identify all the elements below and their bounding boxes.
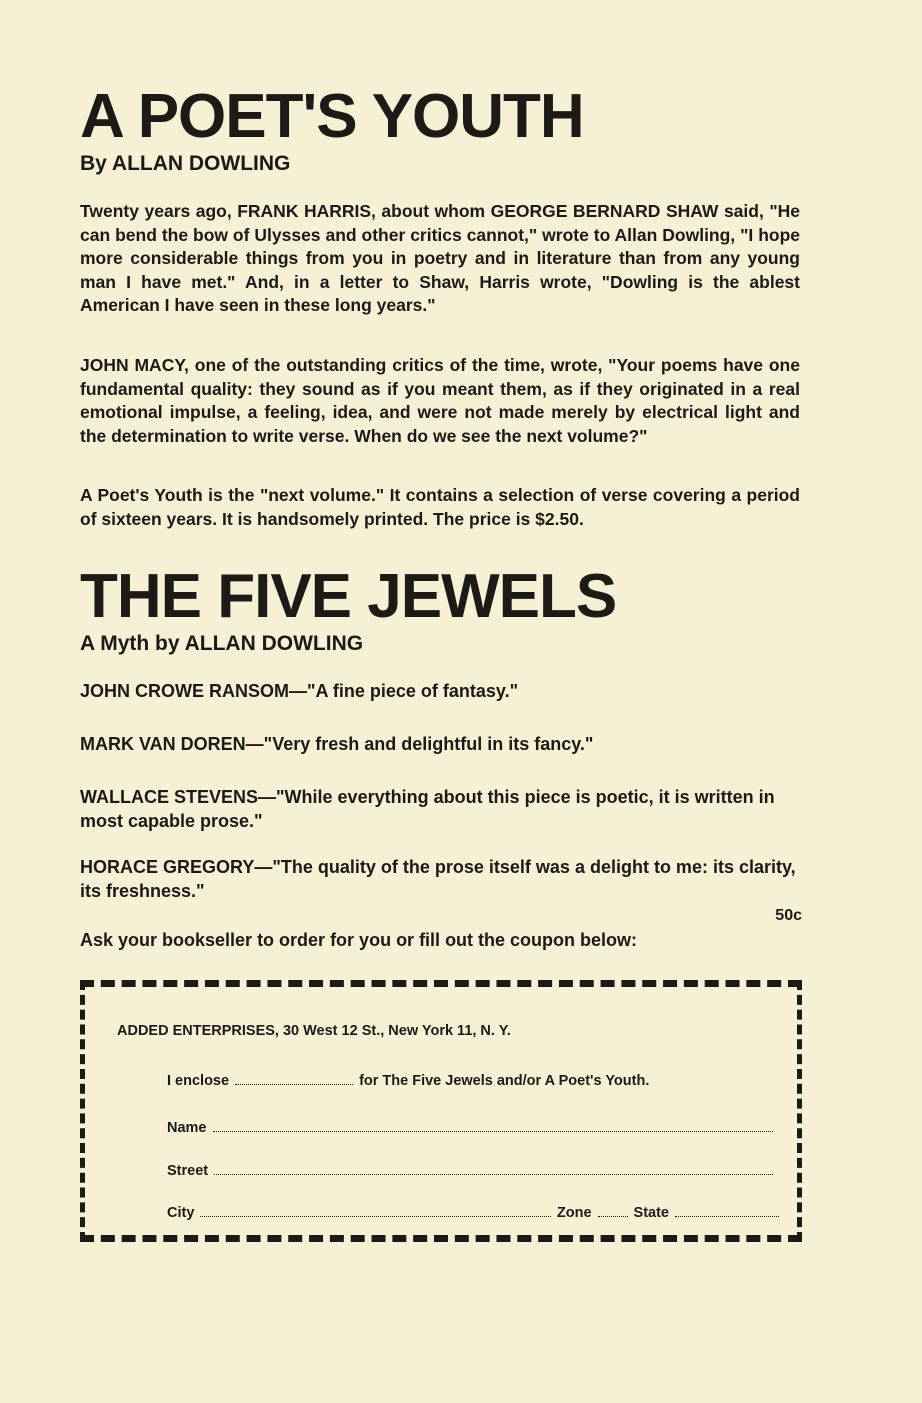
five-jewels-price: 50c <box>775 907 802 924</box>
poets-youth-paragraph: A Poet's Youth is the "next volume." It contains a selection of verse covering a period of sixteen years. It is handsomely printed. The price is $2.50. <box>80 485 800 529</box>
poets-youth-paragraph: Twenty years ago, FRANK HARRIS, about whom GEORGE BERNARD SHAW said, "He can bend the bow of Ulysses and other critics cannot," wrote to Allan Dowling, "I hope more considerable things from you in poetry and in literature than from any young man I have met." And, in a letter to Shaw, Harris wrote, "Dowling is the ablest American I have seen in these long years." <box>80 201 800 315</box>
city-row <box>167 1205 779 1221</box>
enclose-label: I enclose <box>167 1073 230 1089</box>
enclose-amount-field[interactable] <box>235 1080 353 1085</box>
coupon-address: ADDED ENTERPRISES, 30 West 12 St., New York 11, N. Y. <box>117 1023 511 1039</box>
street-label: Street <box>167 1163 209 1179</box>
review-quote: JOHN CROWE RANSOM—"A fine piece of fantasy." <box>80 681 519 701</box>
poets-youth-byline: By ALLAN DOWLING <box>80 152 291 175</box>
street-row <box>167 1163 779 1179</box>
review-quote: MARK VAN DOREN—"Very fresh and delightful in its fancy." <box>80 734 594 754</box>
five-jewels-byline: A Myth by ALLAN DOWLING <box>80 632 364 655</box>
zone-field[interactable] <box>598 1212 628 1217</box>
street-field[interactable] <box>214 1170 773 1175</box>
review-quote: HORACE GREGORY—"The quality of the prose itself was a delight to me: its clarity, its freshness." <box>80 857 796 901</box>
five-jewels-title: THE FIVE JEWELS <box>80 562 617 631</box>
enclose-row <box>167 1073 779 1089</box>
poets-youth-title: A POET'S YOUTH <box>80 82 584 151</box>
enclose-suffix: for The Five Jewels and/or A Poet's Youth. <box>359 1073 650 1089</box>
order-instructions: Ask your bookseller to order for you or fill out the coupon below: <box>80 930 638 950</box>
zone-label: Zone <box>556 1205 592 1221</box>
poets-youth-paragraph: JOHN MACY, one of the outstanding critics of the time, wrote, "Your poems have one fundamental quality: they sound as if you meant them, as if they originated in a real emotional impulse, a feeling, idea, and were not made merely by electrical light and the determination to write verse. When do we see the next volume?" <box>80 355 800 446</box>
state-field[interactable] <box>675 1212 779 1217</box>
name-row <box>167 1120 779 1136</box>
name-label: Name <box>167 1120 207 1136</box>
review-quote: WALLACE STEVENS—"While everything about this piece is poetic, it is written in most capable prose." <box>80 787 775 831</box>
name-field[interactable] <box>213 1127 774 1132</box>
city-field[interactable] <box>200 1212 550 1217</box>
state-label: State <box>633 1205 669 1221</box>
city-label: City <box>167 1205 195 1221</box>
order-coupon <box>80 980 802 1242</box>
